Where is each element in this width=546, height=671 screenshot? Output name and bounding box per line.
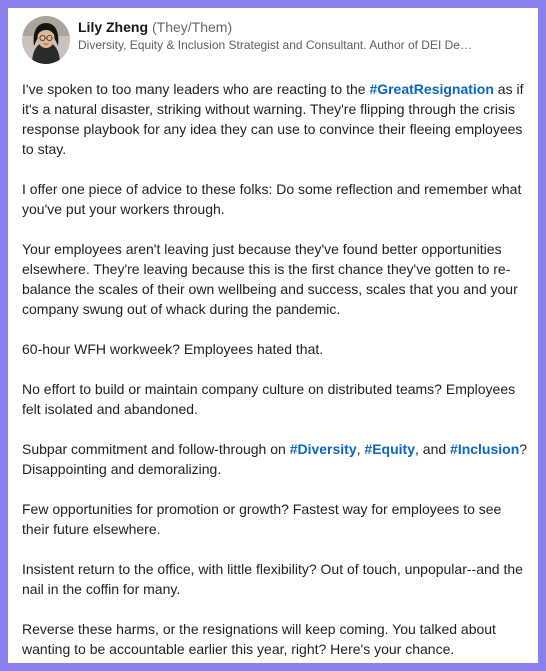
post-paragraph-4: 60-hour WFH workweek? Employees hated that. (22, 341, 324, 357)
author-name-line (78, 18, 526, 36)
hashtag-equity[interactable]: #Equity (364, 441, 415, 457)
post-paragraph-2: I offer one piece of advice to these folks: Do some reflection and remember what you've put your workers through. (22, 181, 522, 217)
post-paragraph-8: Insistent return to the office, with little flexibility? Out of touch, unpopular--and the nail in the coffin for many. (22, 561, 523, 597)
text-segment: , (356, 441, 365, 457)
post-paragraph-3: Your employees aren't leaving just because they've found better opportunities elsewhere. They're leaving because this is the first chance they've gotten to re-balance the scales of their own wellbeing and success, scales that you and your company swung out of whack during the pandemic. (22, 241, 518, 317)
author-pronouns: (They/Them) (152, 19, 233, 35)
hashtag-diversity[interactable]: #Diversity (289, 441, 357, 457)
post-paragraph-5: No effort to build or maintain company culture on distributed teams? Employees felt isolated and abandoned. (22, 381, 516, 417)
text-segment: , and (415, 441, 451, 457)
text-segment: I've spoken to too many leaders who are reacting to the (22, 81, 370, 97)
post-card (8, 8, 538, 663)
post-paragraph-9: Reverse these harms, or the resignations will keep coming. You talked about wanting to be accountable earlier this year, right? Here's your chance. (22, 621, 496, 657)
text-segment: as if it's a natural disaster, striking without warning. They're flipping through the crisis response playbook for any idea they can use to convince their fleeing employees to stay. (22, 81, 524, 157)
author-info (78, 18, 526, 53)
text-segment: Subpar commitment and follow-through on (22, 441, 290, 457)
post-paragraph-7: Few opportunities for promotion or growth? Fastest way for employees to see their future elsewhere. (22, 501, 502, 537)
author-headline: Diversity, Equity & Inclusion Strategist and Consultant. Author of DEI De… (78, 38, 472, 52)
post-body (22, 79, 528, 659)
post-paragraph-6 (22, 439, 528, 479)
author-name[interactable]: Lily Zheng (78, 19, 148, 35)
avatar-image (22, 16, 70, 64)
hashtag-inclusion[interactable]: #Inclusion (450, 441, 520, 457)
post-header (22, 16, 528, 66)
author-avatar[interactable] (22, 16, 70, 64)
hashtag-great-resignation[interactable]: #GreatResignation (369, 81, 494, 97)
post-paragraph-1 (22, 79, 528, 159)
text-segment: ? Disappointing and demoralizing. (22, 441, 528, 477)
